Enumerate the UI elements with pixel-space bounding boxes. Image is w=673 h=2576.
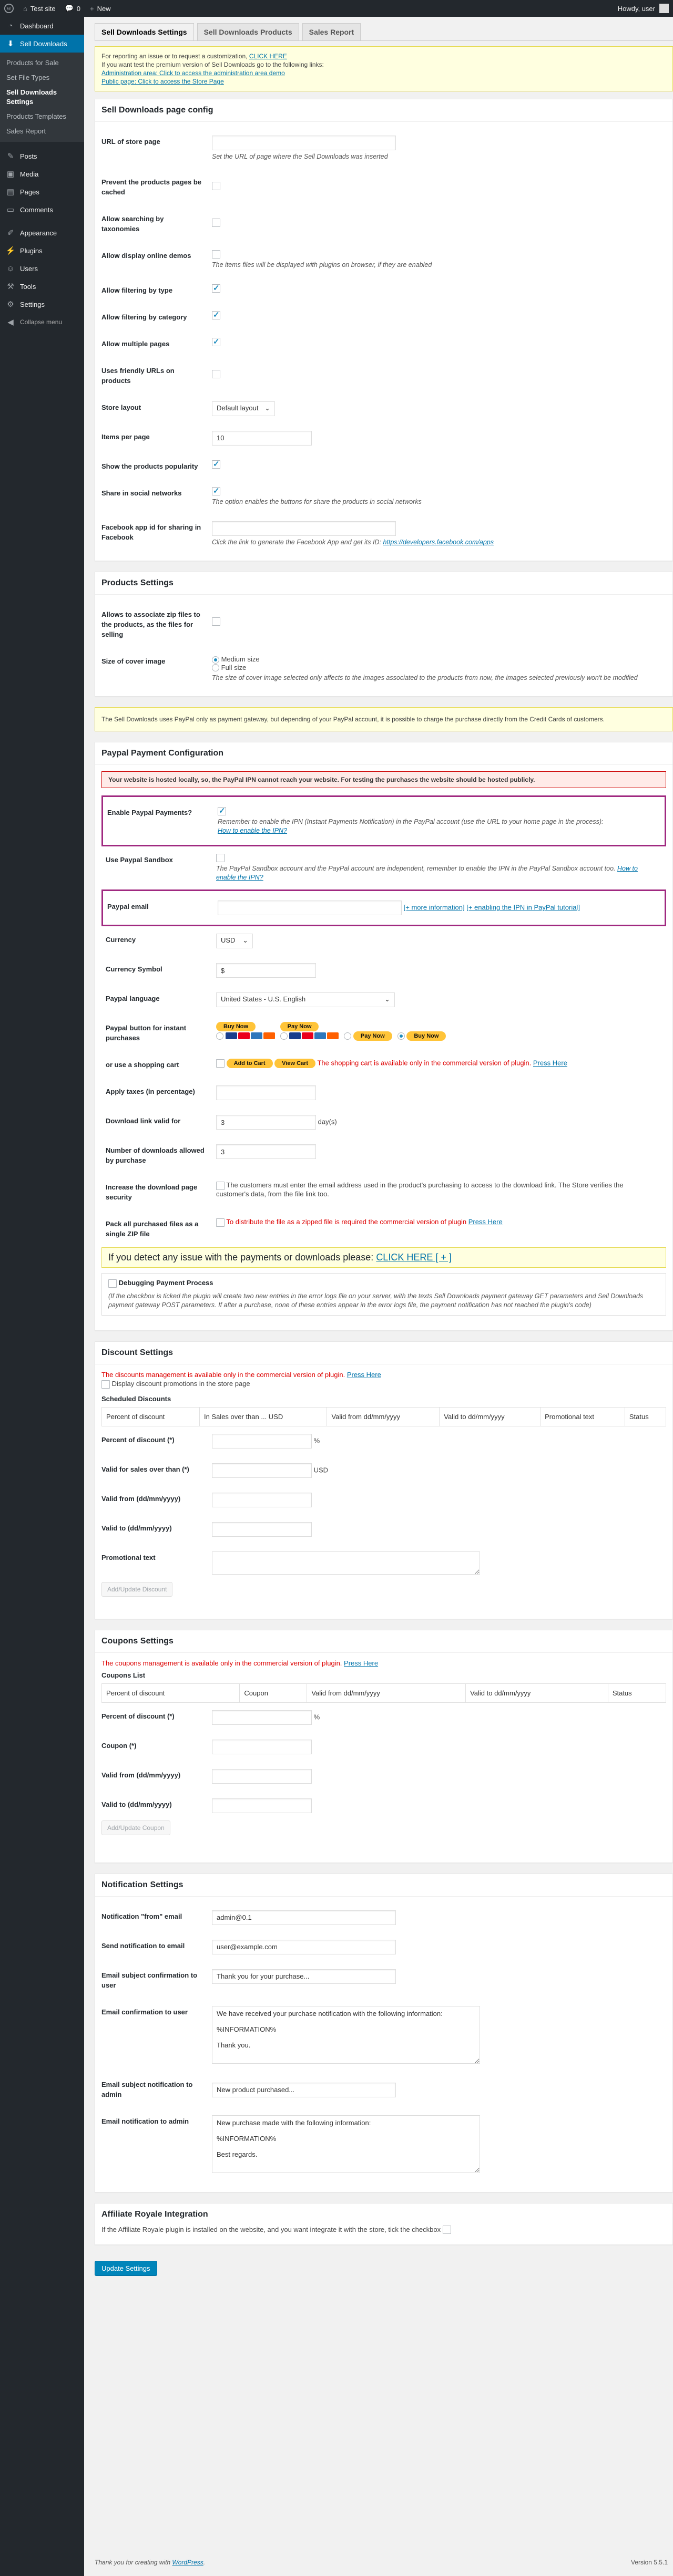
paypal-email-row xyxy=(101,889,666,926)
dashboard-icon: ◔ xyxy=(8,21,13,30)
shopping-cart-checkbox[interactable] xyxy=(216,1059,225,1068)
pay-now-preview: Pay Now xyxy=(280,1022,319,1031)
unit-label: % xyxy=(313,1712,320,1721)
collapse-label: Collapse menu xyxy=(20,318,63,326)
section-title: Affiliate Royale Integration xyxy=(101,2209,208,2219)
column-header: Valid to dd/mm/yyyy xyxy=(440,1407,541,1426)
unit-label: % xyxy=(313,1436,320,1444)
items-per-page-input[interactable] xyxy=(212,431,312,446)
sidebar-item-appearance[interactable] xyxy=(0,224,84,242)
button-option-4[interactable] xyxy=(397,1022,446,1041)
comment-icon: ▭ xyxy=(6,205,15,214)
field-label: Increase the download page security xyxy=(106,1183,198,1202)
full-size-radio[interactable] xyxy=(212,664,219,671)
home-icon: ⌂ xyxy=(23,4,27,13)
tab-products[interactable]: Sell Downloads Products xyxy=(197,23,299,40)
field-desc: Remember to enable the IPN (Instant Payments Notification) in the PayPal account (use the URL to your home page in the process): xyxy=(218,818,604,825)
from-email-input[interactable] xyxy=(212,1910,396,1925)
ipn-help-link[interactable]: How to enable the IPN? xyxy=(218,826,288,834)
paypal-email-input[interactable] xyxy=(218,901,402,915)
sidebar-item-label: Comments xyxy=(20,205,53,214)
coupons-table xyxy=(101,1683,666,1703)
sidebar-item-users[interactable] xyxy=(0,260,84,277)
buy-now-preview: Buy Now xyxy=(216,1022,256,1031)
discount-from-input[interactable] xyxy=(212,1493,312,1507)
enable-paypal-row xyxy=(101,795,666,846)
wordpress-logo-icon[interactable] xyxy=(4,4,14,13)
store-layout-select[interactable] xyxy=(212,401,275,416)
field-label: Allow searching by taxonomies xyxy=(101,215,164,233)
mastercard-icon xyxy=(238,1032,250,1039)
field-desc: The PayPal Sandbox account and the PayPal account are independent, remember to enable the IPN in the PayPal Sandbox account too. xyxy=(216,865,616,873)
facebook-apps-link[interactable]: https://developers.facebook.com/apps xyxy=(383,539,494,546)
select-value: Default layout xyxy=(217,404,259,412)
button-option-3[interactable] xyxy=(344,1022,392,1041)
multiple-pages-checkbox[interactable] xyxy=(212,338,220,346)
field-desc: The option enables the buttons for share the products in social networks xyxy=(212,498,422,506)
field-desc: The items files will be displayed with plugins on browser, if they are enabled xyxy=(212,261,432,268)
field-label: Send notification to email xyxy=(101,1941,185,1950)
field-label: Facebook app id for sharing in Facebook xyxy=(101,523,201,542)
section-title: Products Settings xyxy=(95,572,672,595)
field-label: Uses friendly URLs on products xyxy=(101,366,175,385)
sidebar-item-media[interactable] xyxy=(0,165,84,183)
affiliate-box xyxy=(95,2203,673,2246)
prevent-cache-checkbox[interactable] xyxy=(212,182,220,190)
column-header: Valid to dd/mm/yyyy xyxy=(466,1683,608,1702)
public-demo-link[interactable]: Public page: Click to access the Store Page xyxy=(101,78,224,85)
cart-notice: The shopping cart is available only in the commercial version of plugin. xyxy=(317,1059,532,1067)
howdy-text: Howdy, user xyxy=(617,4,655,13)
pay-now-preview-2: Pay Now xyxy=(353,1031,392,1041)
field-label: Paypal language xyxy=(106,995,160,1003)
discount-percent-input[interactable] xyxy=(212,1434,312,1449)
page-icon: ▤ xyxy=(6,188,15,196)
field-label: Allow display online demos xyxy=(101,252,191,260)
zip-purchase-checkbox[interactable] xyxy=(216,1218,225,1227)
section-title: Discount Settings xyxy=(95,1342,672,1364)
zip-files-checkbox[interactable] xyxy=(212,617,220,626)
zip-press-here-link[interactable]: Press Here xyxy=(468,1218,503,1226)
pin-icon: ✎ xyxy=(7,152,14,161)
zip-notice: To distribute the file as a zipped file is required the commercial version of plugin xyxy=(226,1218,467,1226)
discount-notice: The discounts management is available only in the commercial version of plugin. xyxy=(101,1370,345,1379)
field-label: Valid to (dd/mm/yyyy) xyxy=(101,1800,172,1808)
field-label: Allow filtering by type xyxy=(101,286,173,294)
ipn-tutorial-link[interactable]: [+ enabling the IPN in PayPal tutorial] xyxy=(466,903,580,912)
field-label: Percent of discount (*) xyxy=(101,1435,175,1444)
checkbox-label: Display discount promotions in the store page xyxy=(111,1379,250,1388)
my-account[interactable] xyxy=(618,4,669,13)
sidebar-item-dashboard[interactable] xyxy=(0,17,84,35)
notice-text: For reporting an issue or to request a customization, xyxy=(101,53,248,60)
coupons-box xyxy=(95,1630,673,1863)
amex-icon xyxy=(251,1032,262,1039)
field-label: Size of cover image xyxy=(101,657,166,666)
unit-label: day(s) xyxy=(318,1118,337,1126)
admin-sidebar xyxy=(0,17,84,2576)
add-coupon-button[interactable]: Add/Update Coupon xyxy=(101,1820,170,1835)
settings-icon: ⚙ xyxy=(7,300,14,309)
notifications-box xyxy=(95,1874,673,2192)
download-valid-input[interactable] xyxy=(216,1115,316,1130)
comments-count: 0 xyxy=(76,4,80,13)
field-desc: Set the URL of page where the Sell Downloads was inserted xyxy=(212,153,388,160)
sidebar-item-settings[interactable] xyxy=(0,295,84,313)
comments-link[interactable] xyxy=(65,4,80,13)
online-demos-checkbox[interactable] xyxy=(212,250,220,258)
field-label: Download link valid for xyxy=(106,1117,181,1125)
admin-demo-link[interactable]: Administration area: Click to access the administration area demo xyxy=(101,69,285,77)
field-label: Currency xyxy=(106,936,136,944)
field-desc: The customers must enter the email address used in the product's purchasing to access to the download link. The Store verifies the customer's data, from the file link too. xyxy=(216,1181,624,1198)
collapse-menu[interactable] xyxy=(0,313,84,331)
column-header: Status xyxy=(608,1683,666,1702)
discount-to-input[interactable] xyxy=(212,1522,312,1537)
section-title: Paypal Payment Configuration xyxy=(95,742,672,765)
field-label: Email confirmation to user xyxy=(101,2008,188,2016)
submenu-products-templates[interactable]: Products Templates xyxy=(6,112,66,120)
sandbox-ipn-link[interactable]: How to enable the IPN? xyxy=(216,865,638,882)
issue-link[interactable]: CLICK HERE [ + ] xyxy=(376,1252,452,1263)
sidebar-item-label: Media xyxy=(20,170,39,178)
chevron-down-icon: ⌄ xyxy=(264,404,270,412)
sidebar-item-sell-downloads[interactable] xyxy=(0,35,84,53)
field-label: Valid for sales over than (*) xyxy=(101,1465,189,1473)
field-label: Apply taxes (in percentage) xyxy=(106,1088,195,1096)
site-name: Test site xyxy=(30,4,56,13)
field-label: Allows to associate zip files to the products, as the files for selling xyxy=(101,611,200,639)
field-desc: The size of cover image selected only affects to the images associated to the products from now, the images selected previously won't be modified xyxy=(212,674,638,682)
products-settings-box xyxy=(95,572,673,697)
column-header: Coupon xyxy=(240,1683,307,1702)
field-label: Enable Paypal Payments? xyxy=(107,809,192,817)
affiliate-desc: If the Affiliate Royale plugin is installed on the website, and you want integrate it with the store, tick the checkbox xyxy=(101,2225,441,2233)
coupons-list-title: Coupons List xyxy=(101,1671,146,1679)
issue-box xyxy=(101,1247,666,1268)
field-label: Show the products popularity xyxy=(101,462,198,470)
collapse-icon: ◀ xyxy=(7,318,14,327)
version-text: Version 5.5.1 xyxy=(630,2559,668,2566)
comment-icon: 💬 xyxy=(65,4,74,12)
buy-now-preview-2: Buy Now xyxy=(406,1031,446,1041)
field-label: Use Paypal Sandbox xyxy=(106,855,173,864)
user-icon: ☺ xyxy=(6,264,15,273)
debug-desc: (If the checkbox is ticked the plugin will create two new entries in the error logs file on your server, with the texts Sell Downloads payment gateway GET parameters and Sell Downloads payment gateway POST parameters. If after a purchase, none of these entries appear in the error logs file, the payment notification has not reached the plugin's code) xyxy=(108,1292,644,1309)
section-title: Coupons Settings xyxy=(95,1630,672,1653)
coupons-notice: The coupons management is available only in the commercial version of plugin. xyxy=(101,1659,342,1667)
sidebar-item-comments[interactable] xyxy=(0,201,84,219)
discover-icon xyxy=(263,1032,275,1039)
update-settings-button[interactable]: Update Settings xyxy=(95,2261,157,2276)
sidebar-item-tools[interactable] xyxy=(0,277,84,295)
paypal-notice: The Sell Downloads uses PayPal only as payment gateway, but depending of your PayPal account, it is possible to charge the purchase directly from the Credit Cards of customers. xyxy=(95,707,673,731)
field-label: Items per page xyxy=(101,432,150,441)
main-content xyxy=(84,17,673,2276)
field-label: Paypal button for instant purchases xyxy=(106,1024,187,1042)
field-label: Share in social networks xyxy=(101,489,182,497)
brush-icon: ✐ xyxy=(7,229,14,237)
field-label: Paypal email xyxy=(107,903,149,911)
chevron-down-icon: ⌄ xyxy=(384,995,390,1003)
confirm-user-textarea[interactable] xyxy=(212,2006,480,2064)
currency-symbol-input[interactable] xyxy=(216,963,316,978)
nav-tabs xyxy=(95,17,673,41)
debug-box xyxy=(101,1273,666,1316)
select-value: United States - U.S. English xyxy=(221,995,306,1003)
button-option-1[interactable] xyxy=(216,1022,275,1040)
discount-press-here-link[interactable]: Press Here xyxy=(346,1370,381,1379)
column-header: In Sales over than ... USD xyxy=(199,1407,327,1426)
tab-settings[interactable]: Sell Downloads Settings xyxy=(95,23,194,40)
notice-text-2: If you want test the premium version of Sell Downloads go to the following links: xyxy=(101,61,324,68)
more-info-link[interactable]: [+ more information] xyxy=(403,903,465,912)
filter-type-checkbox[interactable] xyxy=(212,284,220,293)
mastercard-icon xyxy=(302,1032,313,1039)
field-label: Currency Symbol xyxy=(106,965,162,974)
field-label: Allow filtering by category xyxy=(101,313,187,321)
submenu-products-for-sale[interactable]: Products for Sale xyxy=(6,59,59,67)
promo-text-input[interactable] xyxy=(212,1551,480,1575)
add-to-cart-preview: Add to Cart xyxy=(227,1059,273,1068)
sidebar-item-plugins[interactable] xyxy=(0,242,84,260)
column-header: Promotional text xyxy=(541,1407,625,1426)
column-header: Status xyxy=(625,1407,666,1426)
field-label: Number of downloads allowed by purchase xyxy=(106,1146,205,1165)
button-radio-3[interactable] xyxy=(344,1032,351,1040)
notify-admin-textarea[interactable] xyxy=(212,2115,480,2173)
enable-paypal-checkbox[interactable] xyxy=(218,807,226,815)
discount-sales-input[interactable] xyxy=(212,1463,312,1478)
site-name-link[interactable] xyxy=(23,5,56,13)
issue-text: If you detect any issue with the payments or downloads please: xyxy=(108,1252,374,1263)
card-icons xyxy=(289,1032,339,1039)
field-label: Notification "from" email xyxy=(101,1912,182,1920)
column-header: Valid from dd/mm/yyyy xyxy=(307,1683,466,1702)
coupons-press-here-link[interactable]: Press Here xyxy=(344,1659,379,1667)
visa-icon xyxy=(289,1032,301,1039)
filter-category-checkbox[interactable] xyxy=(212,311,220,319)
send-email-input[interactable] xyxy=(212,1940,396,1954)
paypal-language-select[interactable] xyxy=(216,992,395,1007)
sidebar-item-label: Dashboard xyxy=(20,22,54,30)
sidebar-item-posts[interactable] xyxy=(0,147,84,165)
display-discount-checkbox[interactable] xyxy=(101,1380,110,1389)
button-radio-4[interactable] xyxy=(397,1032,405,1040)
unit-label: USD xyxy=(313,1465,329,1474)
column-header: Valid from dd/mm/yyyy xyxy=(327,1407,440,1426)
cart-press-here-link[interactable]: Press Here xyxy=(533,1059,567,1067)
friendly-urls-checkbox[interactable] xyxy=(212,370,220,378)
field-label: Store layout xyxy=(101,403,141,411)
discover-icon xyxy=(327,1032,339,1039)
view-cart-preview: View Cart xyxy=(274,1059,315,1068)
sandbox-checkbox[interactable] xyxy=(216,854,225,862)
sidebar-item-pages[interactable] xyxy=(0,183,84,201)
footer: Thank you for creating with WordPress. Version 5.5.1 xyxy=(95,2559,668,2566)
chevron-down-icon: ⌄ xyxy=(242,936,248,945)
sidebar-item-label: Settings xyxy=(20,300,45,308)
field-label: Prevent the products pages be cached xyxy=(101,178,201,196)
add-discount-button[interactable]: Add/Update Discount xyxy=(101,1582,172,1597)
section-title: Sell Downloads page config xyxy=(95,99,672,122)
button-radio-1[interactable] xyxy=(216,1032,223,1040)
downloads-allowed-input[interactable] xyxy=(216,1144,316,1159)
column-header: Percent of discount xyxy=(102,1683,240,1702)
field-desc: Click the link to generate the Facebook App and get its ID: xyxy=(212,539,381,546)
security-checkbox[interactable] xyxy=(216,1182,225,1190)
sidebar-item-label: Appearance xyxy=(20,229,57,237)
submenu-sales-report[interactable]: Sales Report xyxy=(6,127,46,135)
wordpress-link[interactable]: WordPress xyxy=(172,2559,203,2566)
plugin-icon: ⚡ xyxy=(5,246,16,255)
taxes-input[interactable] xyxy=(216,1085,316,1100)
avatar xyxy=(659,4,669,13)
subject-admin-input[interactable] xyxy=(212,2083,396,2097)
new-content-link[interactable] xyxy=(90,5,111,13)
coupon-to-input[interactable] xyxy=(212,1798,312,1813)
medium-size-radio[interactable] xyxy=(212,656,219,664)
svg-text:W: W xyxy=(6,6,12,12)
affiliate-checkbox[interactable] xyxy=(443,2226,451,2234)
wrench-icon: ⚒ xyxy=(7,282,14,291)
local-warning: Your website is hosted locally, so, the PayPal IPN cannot reach your website. For testing the purchases the website should be hosted publicly. xyxy=(101,771,666,788)
sidebar-item-label: Plugins xyxy=(20,246,43,255)
debug-checkbox[interactable] xyxy=(108,1279,117,1288)
footer-thanks: Thank you for creating with xyxy=(95,2559,171,2566)
customization-link[interactable]: CLICK HERE xyxy=(249,53,287,60)
field-label: Valid from (dd/mm/yyyy) xyxy=(101,1771,181,1779)
section-title: Notification Settings xyxy=(95,1874,672,1897)
card-icons xyxy=(226,1032,275,1039)
field-label: or use a shopping cart xyxy=(106,1061,179,1069)
field-label: Percent of discount (*) xyxy=(101,1712,175,1720)
coupon-code-input[interactable] xyxy=(212,1740,312,1754)
submenu-settings[interactable]: Sell Downloads Settings xyxy=(6,88,57,106)
radio-label: Full size xyxy=(221,663,247,671)
field-label: Promotional text xyxy=(101,1553,156,1561)
submenu-set-file-types[interactable]: Set File Types xyxy=(6,74,50,81)
info-notice xyxy=(95,46,673,91)
coupon-percent-input[interactable] xyxy=(212,1710,312,1725)
media-icon: ▣ xyxy=(6,170,15,179)
radio-label: Medium size xyxy=(221,655,260,664)
tab-sales-report[interactable]: Sales Report xyxy=(302,23,361,40)
field-label: Allow multiple pages xyxy=(101,339,170,348)
sidebar-item-label: Tools xyxy=(20,282,36,291)
new-label: New xyxy=(97,4,111,13)
field-label: Email subject notification to admin xyxy=(101,2080,193,2098)
search-taxonomies-checkbox[interactable] xyxy=(212,219,220,227)
download-icon: ⬇ xyxy=(7,39,14,48)
field-label: Valid from (dd/mm/yyyy) xyxy=(101,1494,181,1503)
visa-icon xyxy=(226,1032,237,1039)
debug-label: Debugging Payment Process xyxy=(118,1279,213,1287)
button-radio-2[interactable] xyxy=(280,1032,288,1040)
popularity-checkbox[interactable] xyxy=(212,460,220,469)
field-label: Email notification to admin xyxy=(101,2117,189,2125)
admin-bar xyxy=(0,0,673,17)
field-label: Pack all purchased files as a single ZIP file xyxy=(106,1220,199,1238)
select-value: USD xyxy=(221,936,236,945)
currency-select[interactable] xyxy=(216,934,253,948)
field-label: Coupon (*) xyxy=(101,1741,137,1750)
discount-table xyxy=(101,1407,666,1426)
field-label: URL of store page xyxy=(101,138,160,146)
button-option-2[interactable] xyxy=(280,1022,339,1040)
subject-user-input[interactable] xyxy=(212,1969,396,1984)
field-label: Valid to (dd/mm/yyyy) xyxy=(101,1524,172,1532)
social-checkbox[interactable] xyxy=(212,487,220,495)
amex-icon xyxy=(314,1032,326,1039)
store-url-input[interactable] xyxy=(212,136,396,150)
page-config-box xyxy=(95,99,673,561)
sell-downloads-submenu xyxy=(0,53,84,142)
discount-box xyxy=(95,1341,673,1619)
paypal-box xyxy=(95,742,673,1331)
facebook-app-id-input[interactable] xyxy=(212,521,396,536)
scheduled-title: Scheduled Discounts xyxy=(101,1394,171,1403)
coupon-from-input[interactable] xyxy=(212,1769,312,1784)
sidebar-item-label: Sell Downloads xyxy=(20,39,67,48)
plus-icon: + xyxy=(89,4,94,13)
sidebar-item-label: Pages xyxy=(20,188,39,196)
sidebar-item-label: Posts xyxy=(20,152,37,160)
sidebar-item-label: Users xyxy=(20,264,38,273)
field-label: Email subject confirmation to user xyxy=(101,1971,198,1989)
column-header: Percent of discount xyxy=(102,1407,200,1426)
